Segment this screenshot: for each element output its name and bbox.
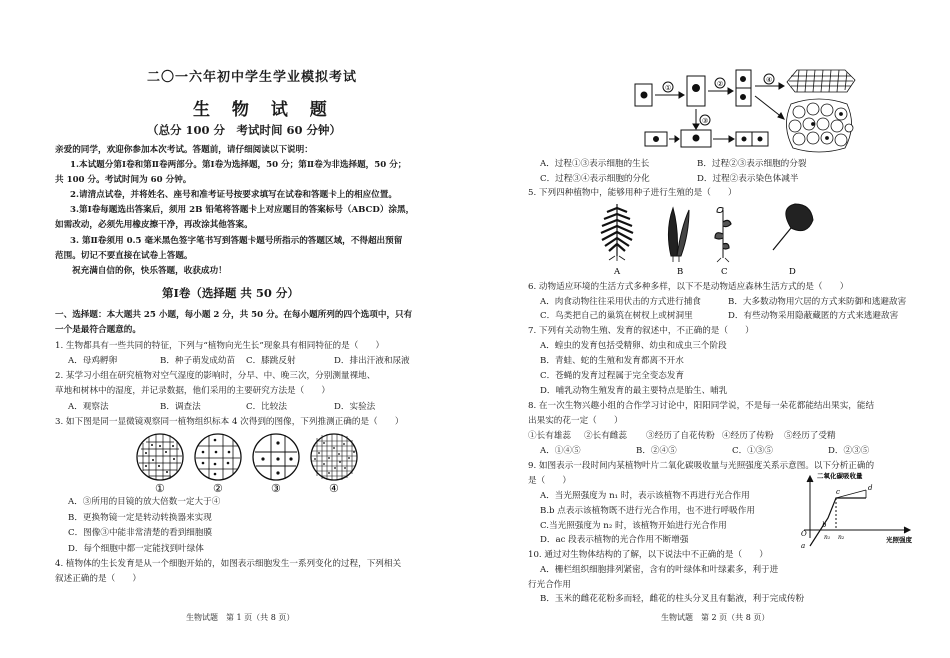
question-3-stem: 3. 如下图是同一显微镜观察同一植物组织标本 4 次得到的图像，下列推测正确的是（ ） (55, 417, 404, 427)
instruction-line: 1.本试题分第Ⅰ卷和第Ⅱ卷两部分。第Ⅰ卷为选择题，50 分；第Ⅱ卷为非选择题，50 分； (70, 160, 407, 170)
plant-label-b: B (677, 267, 684, 277)
option-b[interactable]: B．青蛙、蛇的生殖和发育都离不开水 (540, 356, 684, 366)
exam-title: 二〇一六年初中学生学业模拟考试 (147, 70, 358, 85)
process-label: ③ (702, 117, 709, 125)
option-c[interactable]: C．比较法 (246, 402, 287, 412)
tissue-parenchyma (786, 99, 853, 152)
instruction-line: 如需改动，必须先用橡皮擦干净，再改涂其他答案。 (55, 220, 253, 230)
question-4-options (540, 173, 798, 186)
option-c[interactable]: C．苍蝇的发育过程属于完全变态发育 (540, 371, 685, 381)
point-label: d (868, 484, 873, 492)
option-d[interactable]: D．排出汗液和尿液 (334, 356, 410, 366)
option-a[interactable]: A．①④⑤ (540, 446, 581, 456)
plant-label-c: C (721, 267, 728, 277)
subject-title: 生 物 试 题 (193, 100, 335, 120)
tick-label: n₁ (824, 534, 831, 541)
question-1-options (68, 355, 410, 368)
option-c[interactable]: C．膝跳反射 (246, 356, 296, 366)
question-2-stem: 草地和树林中的湿度，并记录数据，他们采用的主要研究方法是（ ） (55, 386, 331, 396)
figure-label: ② (213, 482, 223, 495)
question-4-stem: 叙述正确的是（ ） (55, 574, 141, 584)
option-c[interactable]: C．图像③中能非常清楚的看到细胞膜 (68, 528, 213, 538)
question-7-stem: 7. 下列有关动物生殖、发育的叙述中，不正确的是（ ） (528, 326, 754, 336)
instruction-line: 2.请清点试卷，并将姓名、座号和准考证号按要求填写在试卷和答题卡上的相应位置。 (70, 190, 397, 200)
statement-item: ⑤经历了受精 (784, 431, 836, 441)
option-a[interactable]: A．母鸡孵卵 (68, 356, 118, 366)
plants-figure (595, 200, 815, 278)
option-a[interactable]: A．栅栏组织细胞排列紧密，含有的叶绿体和叶绿素多，利于进 (540, 565, 779, 575)
plant-d-ginkgo (773, 204, 813, 250)
option-b[interactable]: B．玉米的雌花花粉多而轻，雌花的柱头分叉且有黏液，利于完成传粉 (540, 594, 805, 604)
option-c[interactable]: C．鸟类把自己的巢筑在树杈上或树洞里 (540, 311, 693, 321)
tissue-epidermal (787, 70, 855, 92)
option-b[interactable]: B．种子萌发成幼苗 (160, 356, 236, 366)
option-b[interactable]: B．②④⑤ (636, 446, 677, 456)
option-a[interactable]: A．过程①③表示细胞的生长 (540, 159, 650, 169)
question-2-options (68, 401, 375, 414)
option-a[interactable]: A．肉食动物往往采用伏击的方式进行捕食 (540, 297, 701, 307)
statement-item: ②长有雌蕊 (584, 431, 627, 441)
instruction-line: 3.第Ⅰ卷每题选出答案后，须用 2B 铅笔将答题卡上对应题目的答案标号（ABCD）涂黑， (70, 205, 415, 215)
question-8-options (540, 445, 869, 458)
figure-label: ① (155, 482, 165, 495)
section-description: 一、选择题：本大题共 25 小题，每小题 2 分，共 50 分。在每小题所列的四个选项中，只有 (55, 310, 413, 320)
option-d[interactable]: D．每个细胞中都一定能找到叶绿体 (68, 544, 204, 554)
process-label: ② (717, 80, 724, 88)
plant-c (715, 208, 731, 263)
option-c[interactable]: C.当光照强度为 n₂ 时，该植物开始进行光合作用 (540, 521, 727, 531)
question-10-stem: 10. 通过对生物体结构的了解，以下说法中不正确的是（ ） (528, 550, 768, 560)
statement-item: ④经历了传粉 (722, 431, 774, 441)
microscope-view-2 (195, 434, 241, 480)
option-b[interactable]: B．过程②③表示细胞的分裂 (697, 159, 807, 169)
microscope-views-figure (135, 432, 355, 494)
point-label: a (801, 542, 806, 550)
plant-b-moss (668, 208, 689, 262)
question-9-stem: 9. 如图表示一段时间内某植物叶片二氧化碳吸收量与光照强度关系示意图。以下分析正确的 (528, 461, 875, 471)
x-axis-label: 光照强度 (886, 536, 912, 544)
question-2-stem: 2. 某学习小组在研究植物对空气湿度的影响时，分早、中、晚三次，分别测量裸地、 (55, 371, 376, 381)
option-c[interactable]: C．过程③④表示细胞的分化 (540, 174, 650, 184)
option-c[interactable]: C．①③⑤ (732, 446, 773, 456)
plant-a-fern (601, 204, 633, 261)
process-label: ④ (766, 76, 773, 84)
section-description: 一个是最符合题意的。 (55, 325, 141, 335)
statement-item: ①长有雄蕊 (528, 431, 571, 441)
instruction-line: 共 100 分。考试时间为 60 分钟。 (55, 175, 192, 185)
option-d[interactable]: D．有些动物采用隐蔽藏匿的方式来逃避敌害 (728, 311, 899, 321)
question-8-items (528, 430, 836, 443)
question-4-stem: 4. 植物体的生长发育是从一个细胞开始的，如图表示细胞发生一系列变化的过程，下列相关 (55, 559, 402, 569)
microscope-view-1 (137, 434, 183, 480)
cell-process-figure (635, 66, 900, 156)
option-a[interactable]: A．蝗虫的发育包括受精卵、幼虫和成虫三个阶段 (540, 341, 727, 351)
point-label: c (836, 488, 840, 496)
question-4-options (540, 158, 806, 171)
option-a[interactable]: A．当光照强度为 n₁ 时，表示该植物不再进行光合作用 (540, 491, 750, 501)
statement-item: ③经历了自花传粉 (646, 431, 715, 441)
page-footer: 生物试题 第 2 页（共 8 页） (661, 613, 770, 622)
option-d[interactable]: D．哺乳动物生殖发育的最主要特点是胎生、哺乳 (540, 386, 728, 396)
co2-light-graph (800, 472, 920, 550)
option-b[interactable]: B.b 点表示该植物既不进行光合作用，也不进行呼吸作用 (540, 506, 755, 516)
question-1-stem: 1. 生物都具有一些共同的特征，下列与“植物向光生长”现象具有相同特征的是（ ） (55, 341, 385, 351)
option-a[interactable]: A．观察法 (68, 402, 109, 412)
figure-label: ④ (329, 482, 339, 495)
question-6-options (540, 296, 906, 309)
exam-score-time: （总分 100 分 考试时间 60 分钟） (147, 123, 342, 137)
option-a[interactable]: A．③所用的目镜的放大倍数一定大于④ (68, 497, 221, 507)
option-b[interactable]: B．更换物镜一定是转动转换器来实现 (68, 513, 212, 523)
option-d[interactable]: D．过程②表示染色体减半 (697, 174, 799, 184)
instruction-line: 3. 第Ⅱ卷须用 0.5 毫米黑色签字笔书写到答题卡题号所指示的答题区域，不得超出预留 (70, 236, 403, 246)
option-d[interactable]: D．②③⑤ (828, 446, 870, 456)
option-d[interactable]: D．实验法 (334, 402, 376, 412)
plant-label-a: A (614, 267, 621, 277)
instruction-line: 范围。切记不要直接在试卷上答题。 (55, 251, 193, 261)
origin-label: O (801, 530, 807, 538)
point-label: b (822, 521, 827, 529)
page-footer: 生物试题 第 1 页（共 8 页） (186, 613, 295, 622)
question-8-stem: 8. 在一次生物兴趣小组的合作学习讨论中，阳阳同学说，不是每一朵花都能结出果实，能结 (528, 401, 875, 411)
exam-page-2 (475, 0, 950, 658)
microscope-view-4 (311, 434, 357, 480)
question-6-stem: 6. 动物适应环境的生活方式多种多样，以下不是动物适应森林生活方式的是（ ） (528, 282, 849, 292)
plant-label-d: D (789, 267, 796, 277)
question-8-stem: 出果实的花一定（ ） (528, 416, 623, 426)
microscope-view-3 (253, 434, 299, 480)
encouragement-text: 祝充满自信的你，快乐答题，收获成功！ (72, 266, 227, 276)
option-a-continued: 行光合作用 (528, 580, 571, 590)
greeting-text: 亲爱的同学，欢迎你参加本次考试。答题前，请仔细阅读以下说明： (55, 145, 313, 155)
option-d[interactable]: D．ac 段表示植物的光合作用不断增强 (540, 535, 689, 545)
tick-label: n₂ (838, 534, 845, 541)
option-b[interactable]: B．大多数动物用穴居的方式来防御和逃避敌害 (728, 297, 907, 307)
option-b[interactable]: B．调查法 (160, 402, 201, 412)
question-6-options (540, 310, 898, 323)
question-9-stem: 是（ ） (528, 476, 571, 486)
process-label: ① (665, 84, 672, 92)
section-title: 第Ⅰ卷（选择题 共 50 分） (162, 286, 299, 300)
figure-label: ③ (271, 482, 281, 495)
question-5-stem: 5. 下列四种植物中，能够用种子进行生殖的是（ ） (528, 188, 737, 198)
y-axis-label: 二氧化碳吸收量 (817, 472, 863, 480)
